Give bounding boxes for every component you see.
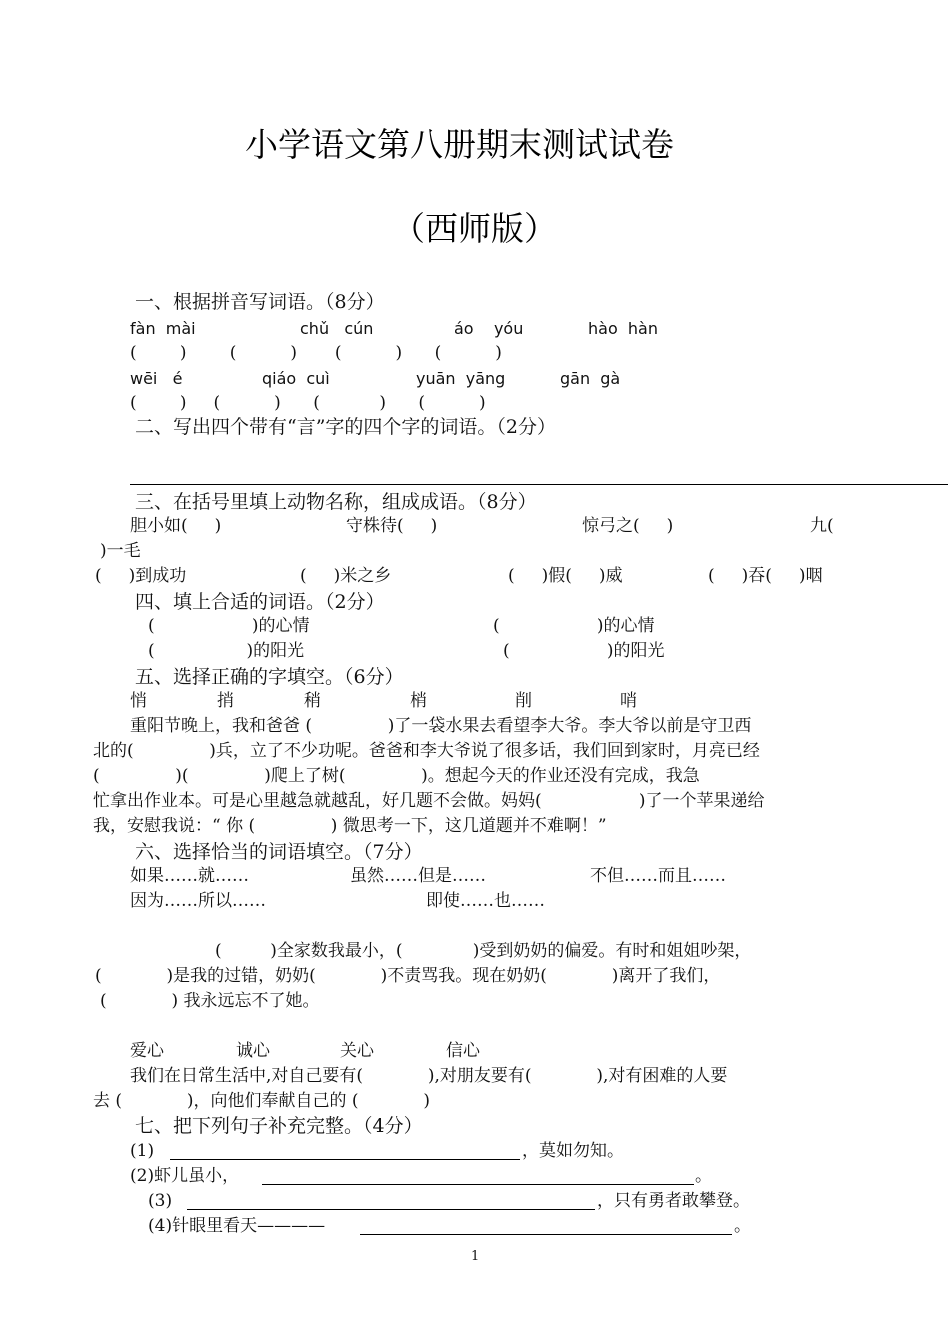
pinyin: hào hàn [588, 319, 658, 338]
sentence-label: (1) [130, 1141, 155, 1161]
section-5-heading: 五、选择正确的字填空。（6分） [135, 666, 404, 688]
choice-char: 梢 [410, 691, 427, 711]
passage-line: ( ) 我永远忘不了她。 [100, 991, 320, 1011]
idiom-item: 九( [810, 516, 834, 536]
section-3-heading: 三、在括号里填上动物名称，组成成语。（8分） [135, 491, 537, 513]
fill-item: ( )的心情 [493, 616, 655, 636]
passage-line: 我，安慰我说：“ 你 ( ) 微思考一下，这几道题并不难啊！” [93, 816, 607, 836]
fill-item: ( )的阳光 [148, 641, 305, 661]
pinyin: áo yóu [454, 319, 524, 338]
word-choice: 爱心 [130, 1041, 164, 1061]
word-choice: 不但……而且…… [590, 866, 726, 886]
section-6-heading: 六、选择恰当的词语填空。（7分） [135, 841, 423, 863]
idiom-item: ( )吞( )咽 [708, 566, 823, 586]
answer-line[interactable] [360, 1234, 732, 1235]
passage-line: ( )( )爬上了树( )。想起今天的作业还没有完成，我急 [93, 766, 700, 786]
sentence-suffix: ，莫如勿知。 [522, 1141, 624, 1161]
passage-line: 我们在日常生活中,对自己要有( ),对朋友要有( ),对有困难的人要 [130, 1066, 728, 1086]
idiom-item: ( )假( )威 [508, 566, 623, 586]
choice-char: 稍 [304, 691, 321, 711]
idiom-item: 惊弓之( ) [582, 516, 674, 536]
word-choice: 如果……就…… [130, 866, 249, 886]
answer-line[interactable] [262, 1184, 694, 1185]
answer-line[interactable] [170, 1159, 520, 1160]
choice-char: 哨 [620, 691, 637, 711]
sentence-label: (4)针眼里看天———— [148, 1216, 326, 1236]
page-subtitle: （西师版） [392, 209, 557, 248]
passage-line: ( )是我的过错，奶奶( )不责骂我。现在奶奶( )离开了我们， [95, 966, 721, 986]
word-choice: 关心 [340, 1041, 374, 1061]
page-number: 1 [471, 1249, 480, 1264]
idiom-item: ( )米之乡 [300, 566, 392, 586]
section-4-heading: 四、填上合适的词语。（2分） [135, 591, 385, 613]
choice-char: 削 [515, 691, 532, 711]
passage-line: 北的( )兵，立了不少功呢。爸爸和李大爷说了很多话，我们回到家时，月亮已经 [93, 741, 760, 761]
pinyin: yuān yāng [416, 369, 506, 388]
idiom-item: 守株待( ) [346, 516, 438, 536]
word-choice: 因为……所以…… [130, 891, 266, 911]
passage-line: 忙拿出作业本。可是心里越急就越乱，好几题不会做。妈妈( )了一个苹果递给 [93, 791, 765, 811]
section-1-heading: 一、根据拼音写词语。（8分） [135, 291, 385, 313]
pinyin: fàn mài [130, 319, 196, 338]
fill-item: ( )的阳光 [503, 641, 665, 661]
sentence-label: (3) [148, 1191, 173, 1211]
sentence-suffix: 。 [734, 1216, 751, 1236]
pinyin: gān gà [560, 369, 621, 388]
word-choice: 信心 [446, 1041, 480, 1061]
section-2-heading: 二、写出四个带有“言”字的四个字的词语。（2分） [135, 416, 557, 438]
idiom-item: ( )到成功 [95, 566, 187, 586]
passage-line: 重阳节晚上，我和爸爸 ( )了一袋水果去看望李大爷。李大爷以前是守卫西 [130, 716, 752, 736]
sentence-suffix: ，只有勇者敢攀登。 [597, 1191, 750, 1211]
answer-line[interactable] [187, 1209, 595, 1210]
pinyin: chǔ cún [300, 319, 374, 338]
passage-line: ( )全家数我最小，( )受到奶奶的偏爱。有时和姐姐吵架， [215, 941, 752, 961]
pinyin: wēi é [130, 369, 183, 388]
answer-brackets[interactable]: ( ) ( ) ( ) ( ) [130, 393, 486, 413]
sentence-label: (2)虾儿虽小， [130, 1166, 240, 1186]
choice-char: 悄 [130, 691, 147, 711]
word-choice: 虽然……但是…… [350, 866, 486, 886]
section-7-heading: 七、把下列句子补充完整。（4分） [135, 1115, 423, 1137]
fill-item: ( )的心情 [148, 616, 310, 636]
idiom-item: 胆小如( ) [130, 516, 222, 536]
word-choice: 诚心 [236, 1041, 270, 1061]
word-choice: 即使……也…… [426, 891, 545, 911]
sentence-suffix: 。 [695, 1166, 712, 1186]
pinyin: qiáo cuì [262, 369, 330, 388]
passage-line: 去 ( )，向他们奉献自己的 ( ) [93, 1091, 431, 1111]
answer-line[interactable] [130, 484, 948, 485]
page-title: 小学语文第八册期末测试试卷 [245, 125, 674, 164]
choice-char: 捎 [217, 691, 234, 711]
answer-brackets[interactable]: ( ) ( ) ( ) ( ) [130, 343, 502, 363]
idiom-item: )一毛 [100, 541, 141, 561]
